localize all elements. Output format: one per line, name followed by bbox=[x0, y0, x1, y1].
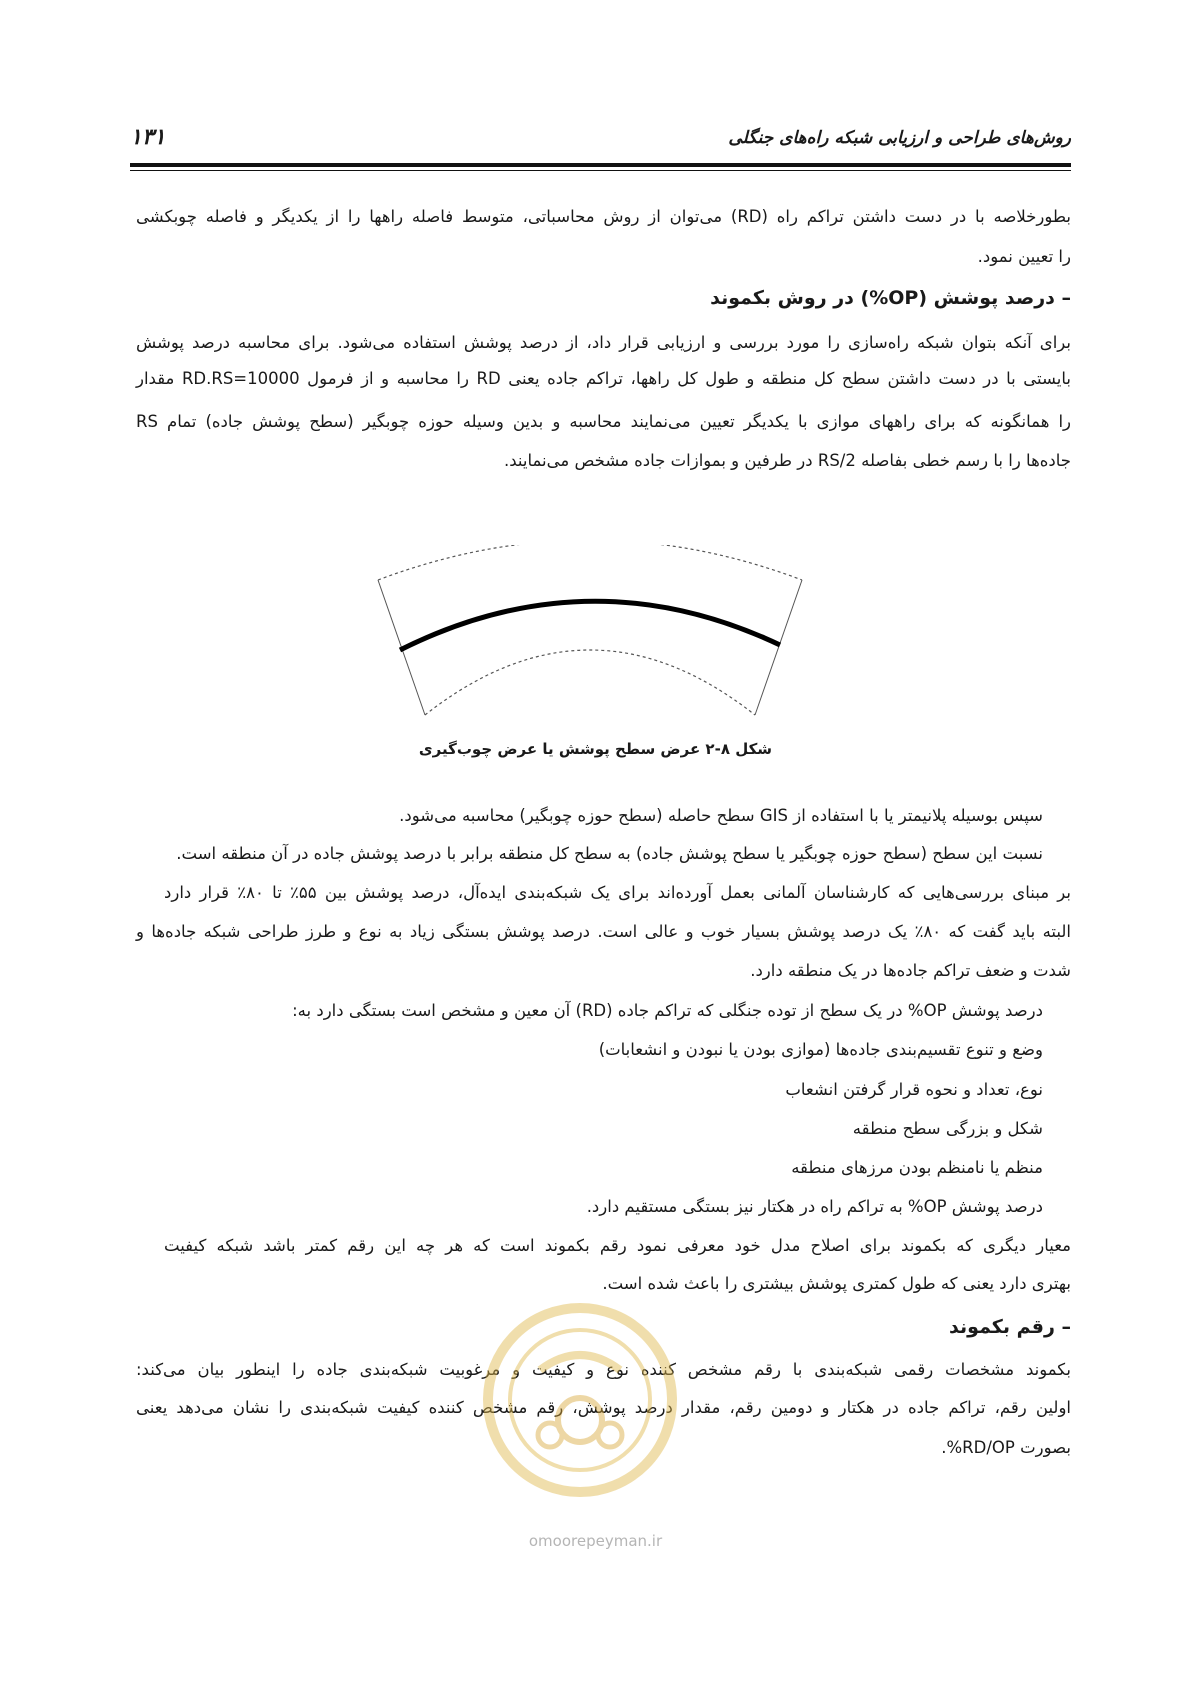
paragraph-line: نسبت این سطح (سطح حوزه چوبگیر یا سطح پوشش جاده) به سطح کل منطقه برابر با درصد پوشش جاده در آن منطقه است. bbox=[176, 844, 1043, 863]
paragraph-line: البته باید گفت که ۸۰٪ یک درصد پوشش بسیار خوب و عالی است. درصد پوشش بستگی زیاد به نوع و طرز طراحی شبکه جاده‌ها و bbox=[136, 922, 1071, 941]
paragraph-line: را تعیین نمود. bbox=[977, 247, 1071, 266]
road-coverage-figure bbox=[370, 545, 810, 720]
section-heading-backmund-number: – رقم بکموند bbox=[949, 1316, 1071, 1338]
coverage-boundary-inner bbox=[425, 650, 755, 715]
list-item: نوع، تعداد و نحوه قرار گرفتن انشعاب bbox=[785, 1080, 1043, 1099]
list-item: منظم یا نامنظم بودن مرزهای منطقه bbox=[791, 1158, 1043, 1177]
figure-caption: شکل ۸-۲ عرض سطح پوشش یا عرض چوب‌گیری bbox=[418, 740, 773, 758]
section-heading-coverage: – درصد پوشش (OP%) در روش بکموند bbox=[710, 287, 1071, 309]
road-centerline bbox=[400, 601, 780, 650]
paragraph-line: بایستی با در دست داشتن سطح کل منطقه و طول کل راهها، تراکم جاده یعنی RD را محاسبه و از فرمول RD.RS=10000 مقدار bbox=[136, 369, 1071, 388]
paragraph-line: بهتری دارد یعنی که طول کمتری پوشش بیشتری را باعث شده است. bbox=[602, 1274, 1071, 1293]
paragraph-line: اولین رقم، تراکم جاده در هکتار و دومین رقم، مقدار درصد پوشش، رقم مشخص کننده کیفیت شبکه‌بندی را نشان می‌دهد یعنی bbox=[136, 1398, 1071, 1417]
header-rule-thin bbox=[130, 170, 1071, 171]
paragraph-line: درصد پوشش OP% در یک سطح از توده جنگلی که تراکم جاده (RD) آن معین و مشخص است بستگی دارد به: bbox=[292, 1001, 1043, 1020]
paragraph-line: بر مبنای بررسی‌هایی که کارشناسان آلمانی بعمل آورده‌اند برای یک شبکه‌بندی ایده‌آل، درصد پوشش بین ۵۵٪ تا ۸۰٪ قرار دارد bbox=[164, 883, 1071, 902]
paragraph-line: جاده‌ها را با رسم خطی بفاصله RS/2 در طرفین و بموازات جاده مشخص می‌نمایند. bbox=[504, 451, 1071, 470]
list-item: شکل و بزرگی سطح منطقه bbox=[852, 1119, 1043, 1138]
paragraph-line: سپس بوسیله پلانیمتر یا با استفاده از GIS سطح حاصله (سطح حوزه چوبگیر) محاسبه می‌شود. bbox=[399, 806, 1043, 825]
watermark-logo bbox=[480, 1300, 680, 1500]
paragraph-line: بصورت RD/OP%. bbox=[941, 1438, 1071, 1457]
page-number: ۱۳۱ bbox=[130, 124, 166, 150]
coverage-edge-right bbox=[755, 580, 802, 715]
paragraph-line: بطورخلاصه با در دست داشتن تراکم راه (RD) می‌توان از روش محاسباتی، متوسط فاصله راهها را از یکدیگر و فاصله چوبکشی bbox=[136, 207, 1072, 226]
paragraph-line: درصد پوشش OP% به تراکم راه در هکتار نیز بستگی مستقیم دارد. bbox=[586, 1197, 1043, 1216]
header-rule-thick bbox=[130, 163, 1071, 167]
paragraph-line: معیار دیگری که بکموند برای اصلاح مدل خود معرفی نمود رقم بکموند است که هر چه این رقم کمتر باشد شبکه کیفیت bbox=[164, 1236, 1071, 1255]
paragraph-line: RS را همانگونه که برای راههای موازی با یکدیگر تعیین می‌نمایند محاسبه و بدین وسیله حوزه چوبگیر (سطح پوشش جاده) تمام bbox=[136, 412, 1072, 431]
page-header bbox=[130, 124, 1071, 154]
coverage-boundary-outer bbox=[378, 545, 802, 580]
watermark-url: omoorepeyman.ir bbox=[528, 1532, 663, 1550]
list-item: وضع و تنوع تقسیم‌بندی جاده‌ها (موازی بودن یا نبودن و انشعابات) bbox=[598, 1040, 1043, 1059]
paragraph-line: بکموند مشخصات رقمی شبکه‌بندی با رقم مشخص کننده نوع و کیفیت و مرغوبیت شبکه‌بندی جاده را اینطور بیان می‌کند: bbox=[136, 1360, 1071, 1379]
running-title: روش‌های طراحی و ارزیابی شبکه راه‌های جنگلی bbox=[728, 128, 1071, 148]
paragraph-line: شدت و ضعف تراکم جاده‌ها در یک منطقه دارد. bbox=[750, 961, 1071, 980]
paragraph-line: برای آنکه بتوان شبکه راه‌سازی را مورد بررسی و ارزیابی قرار داد، از درصد پوشش استفاده می‌شود. برای محاسبه درصد پوشش bbox=[136, 333, 1071, 352]
